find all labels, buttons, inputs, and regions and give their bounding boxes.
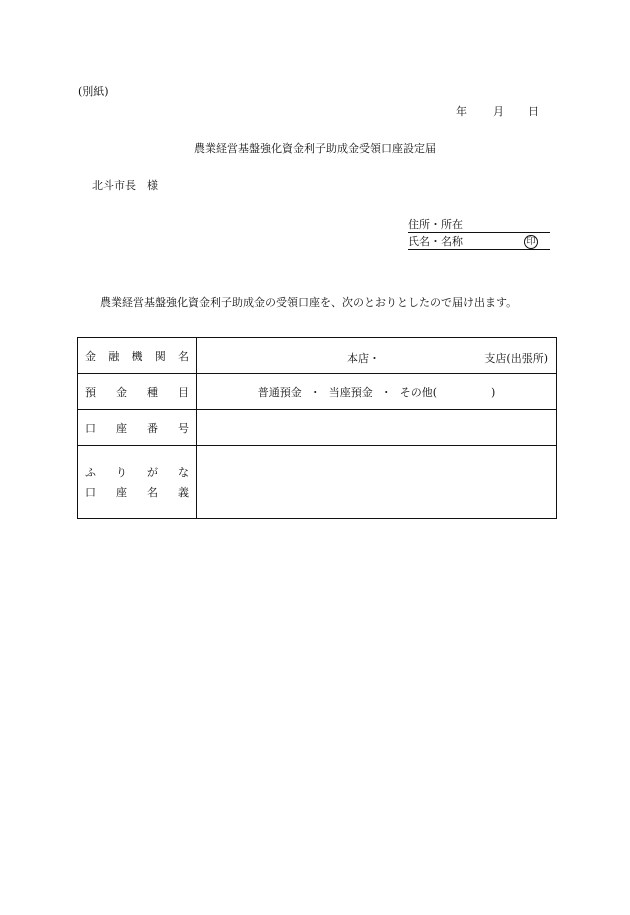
option-ordinary[interactable]: 普通預金 [257,385,302,399]
label-char: 口 [85,421,96,435]
label-char: 座 [116,486,127,499]
label-char: 金 [85,349,96,363]
label-char: が [147,466,158,479]
label-char: 名 [178,349,189,363]
address-label: 住所・所在 [408,218,463,231]
holder-label [78,484,196,500]
date-year-label: 年 [456,105,467,118]
branch-text: 支店(出張所) [484,352,548,365]
main-branch-text: 本店・ [347,352,380,365]
table-row-account-type [78,374,557,410]
table-row-account-holder [78,446,557,519]
holder-label-cell [78,446,197,519]
label-char: 種 [147,385,158,399]
separator: ・ [380,385,392,399]
statement-text: 農業経営基盤強化資金利子助成金の受領口座を、次のとおりとしたので届け出ます。 [100,296,518,309]
label-char: 口 [85,486,96,499]
name-label: 氏名・名称 [408,235,463,248]
account-holder-input[interactable] [197,446,557,519]
option-current[interactable]: 当座預金 [328,385,373,399]
bank-value-cell[interactable] [197,338,557,374]
furigana-label [78,464,196,480]
bank-label [78,348,196,364]
number-label-cell [78,410,197,446]
name-field[interactable] [408,236,550,250]
account-form-table [77,337,557,519]
option-other-close: ) [491,385,496,399]
label-char: り [116,466,127,479]
label-char: 義 [178,486,189,499]
account-number-input[interactable] [197,410,557,446]
number-label [78,420,196,436]
label-char: 号 [178,421,189,435]
label-char: 名 [147,486,158,499]
bank-label-cell [78,338,197,374]
label-char: 融 [108,349,120,363]
date-day-label: 日 [528,105,539,118]
label-char: 番 [147,421,158,435]
table-row-bank [78,338,557,374]
table-row-account-number [78,410,557,446]
type-value-cell[interactable] [197,374,557,410]
label-char: 機 [131,349,143,363]
date-month-label: 月 [493,105,504,118]
addressee: 北斗市長 様 [92,179,158,192]
label-char: ふ [85,466,96,479]
separator: ・ [309,385,321,399]
seal-mark: 印 [524,235,538,249]
label-char: 関 [154,349,166,363]
type-label [78,384,196,400]
label-char: 目 [178,385,189,399]
label-char: 預 [85,385,96,399]
label-char: な [178,466,189,479]
attachment-note: (別紙) [78,85,109,98]
label-char: 金 [116,385,127,399]
document-title: 農業経営基盤強化資金利子助成金受領口座設定届 [194,142,436,155]
label-char: 座 [116,421,127,435]
address-field[interactable] [408,219,550,233]
type-label-cell [78,374,197,410]
option-other[interactable]: その他( [399,385,437,399]
